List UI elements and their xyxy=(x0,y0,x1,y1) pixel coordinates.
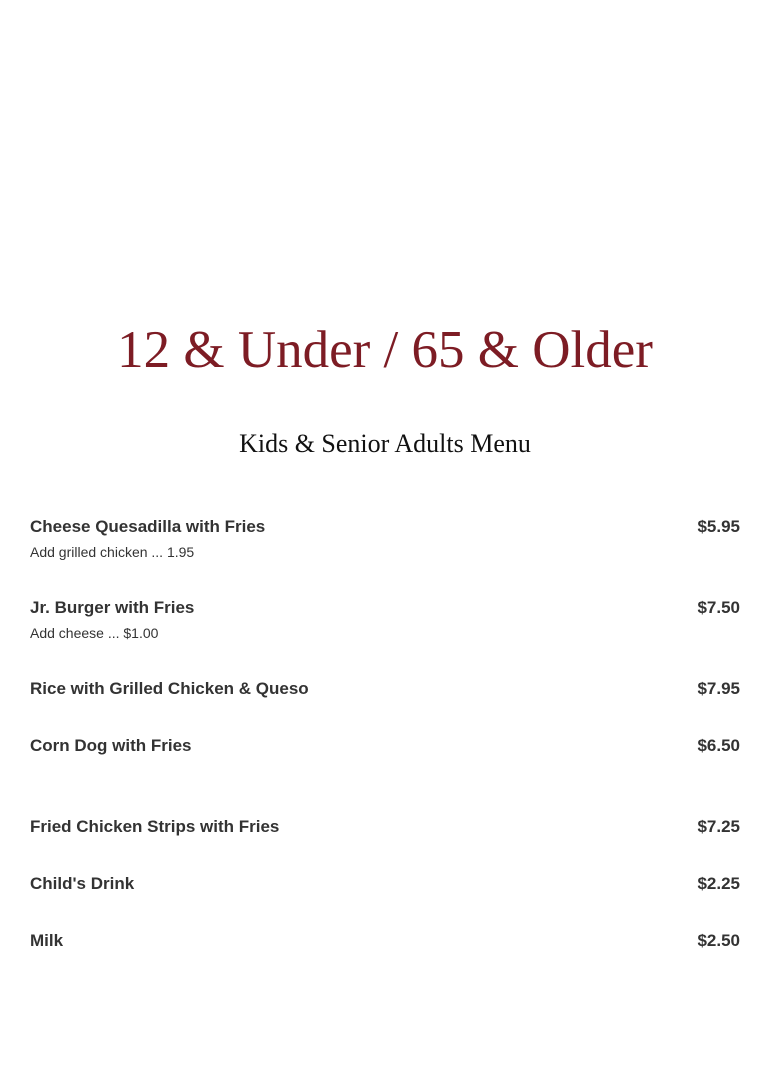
menu-item-cheese-quesadilla xyxy=(30,516,740,562)
menu-item-rice-chicken-queso xyxy=(30,678,740,700)
menu-subtitle: Kids & Senior Adults Menu xyxy=(239,429,531,458)
menu-item-note: Add cheese ... $1.00 xyxy=(30,625,159,641)
menu-item-price: $2.50 xyxy=(697,931,740,950)
menu-item-chicken-strips xyxy=(30,816,740,838)
menu-item-name: Child's Drink xyxy=(30,874,135,893)
menu-item-price: $7.25 xyxy=(697,817,740,836)
menu-item-price: $7.50 xyxy=(697,598,740,617)
page-title: 12 & Under / 65 & Older xyxy=(117,321,653,379)
menu-item-price: $7.95 xyxy=(697,679,740,698)
menu-item-price: $2.25 xyxy=(697,874,740,893)
menu-item-childs-drink xyxy=(30,873,740,895)
menu-item-name: Fried Chicken Strips with Fries xyxy=(30,817,280,836)
menu-item-name: Rice with Grilled Chicken & Queso xyxy=(30,679,309,698)
menu-item-price: $5.95 xyxy=(697,517,740,536)
menu-list xyxy=(30,0,740,1091)
menu-item-name: Milk xyxy=(30,931,64,950)
menu-item-name: Corn Dog with Fries xyxy=(30,736,192,755)
menu-item-note: Add grilled chicken ... 1.95 xyxy=(30,544,195,560)
menu-item-jr-burger xyxy=(30,597,740,643)
menu-item-corn-dog xyxy=(30,735,740,757)
menu-item-price: $6.50 xyxy=(697,736,740,755)
menu-item-name: Jr. Burger with Fries xyxy=(30,598,195,617)
menu-item-milk xyxy=(30,930,740,952)
menu-item-name: Cheese Quesadilla with Fries xyxy=(30,517,266,536)
